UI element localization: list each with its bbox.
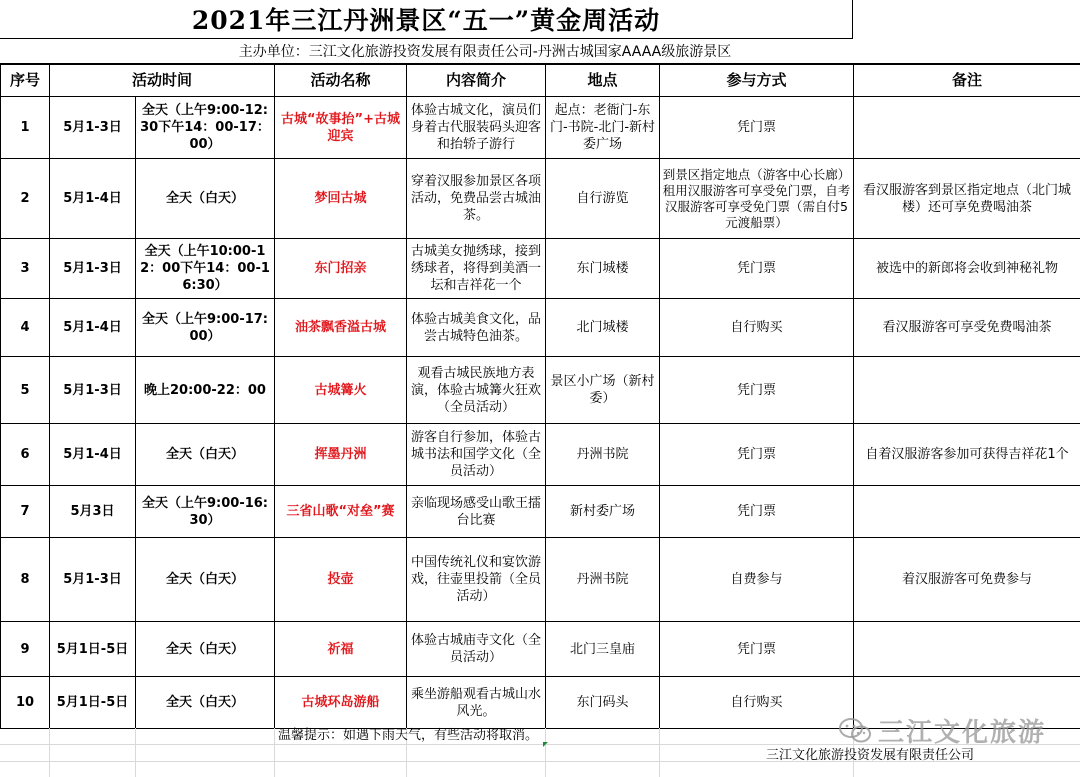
table-row [1, 97, 1080, 159]
activity-location: 景区小广场（新村委） [546, 357, 660, 424]
activity-date: 5月1-4日 [50, 159, 136, 239]
table-row [1, 677, 1080, 729]
row-number: 6 [1, 424, 50, 486]
activity-name: 三省山歌“对垒”赛 [275, 486, 407, 538]
header-note: 备注 [854, 65, 1080, 97]
activity-time: 全天（白天） [136, 622, 275, 677]
activity-intro: 体验古城文化，演员们身着古代服装码头迎客和抬轿子游行 [407, 97, 546, 159]
remark: 自着汉服游客参加可获得吉祥花1个 [854, 424, 1080, 486]
participation-method: 凭门票 [660, 97, 854, 159]
participation-method: 自费参与 [660, 538, 854, 622]
header-no: 序号 [1, 65, 50, 97]
footer [0, 728, 1080, 777]
participation-method: 到景区指定地点（游客中心长廊）租用汉服游客可享受免门票，自考汉服游客可享受免门票（需自付5元渡船票） [660, 159, 854, 239]
activity-intro: 游客自行参加，体验古城书法和国学文化（全员活动） [407, 424, 546, 486]
header-location: 地点 [546, 65, 660, 97]
watermark-text: 三江文化旅游 [878, 718, 1047, 748]
activity-time: 全天（白天） [136, 538, 275, 622]
activity-time: 晚上20:00-22：00 [136, 357, 275, 424]
remark [854, 486, 1080, 538]
participation-method: 凭门票 [660, 424, 854, 486]
activity-location: 北门城楼 [546, 299, 660, 357]
row-number: 3 [1, 239, 50, 299]
table-row [1, 538, 1080, 622]
header-name: 活动名称 [275, 65, 407, 97]
activity-name: 梦回古城 [275, 159, 407, 239]
activity-time: 全天（上午9:00-16:30） [136, 486, 275, 538]
activity-location: 北门三皇庙 [546, 622, 660, 677]
activity-name: 古城篝火 [275, 357, 407, 424]
activity-date: 5月1-3日 [50, 97, 136, 159]
participation-method: 凭门票 [660, 239, 854, 299]
activity-location: 东门码头 [546, 677, 660, 729]
participation-method: 自行购买 [660, 299, 854, 357]
activity-location: 丹洲书院 [546, 538, 660, 622]
activity-date: 5月1日-5日 [50, 622, 136, 677]
activity-location: 丹洲书院 [546, 424, 660, 486]
row-number: 8 [1, 538, 50, 622]
cell-error-indicator [543, 742, 548, 747]
table-row [1, 299, 1080, 357]
activity-location: 东门城楼 [546, 239, 660, 299]
activity-intro: 观看古城民族地方表演，体验古城篝火狂欢（全员活动） [407, 357, 546, 424]
row-number: 10 [1, 677, 50, 729]
table-row [1, 424, 1080, 486]
table-row [1, 357, 1080, 424]
activity-date: 5月1-4日 [50, 299, 136, 357]
activity-date: 5月1日-5日 [50, 677, 136, 729]
footer-company: 三江文化旅游投资发展有限责任公司 [766, 748, 975, 763]
activity-name: 祈福 [275, 622, 407, 677]
remark: 看汉服游客到景区指定地点（北门城楼）还可享免费喝油茶 [854, 159, 1080, 239]
table-row [1, 239, 1080, 299]
activity-location: 新村委广场 [546, 486, 660, 538]
activity-date: 5月1-3日 [50, 538, 136, 622]
footer-tip: 温馨提示：如遇下雨天气，有些活动将取消。 [278, 728, 539, 743]
activity-time: 全天（上午9:00-12:30下午14：00-17：00） [136, 97, 275, 159]
activity-name: 投壶 [275, 538, 407, 622]
activity-date: 5月1-3日 [50, 357, 136, 424]
activity-name: 东门招亲 [275, 239, 407, 299]
row-number: 2 [1, 159, 50, 239]
participation-method: 自行购买 [660, 677, 854, 729]
activity-date: 5月1-4日 [50, 424, 136, 486]
header-row [1, 65, 1080, 97]
header-participation: 参与方式 [660, 65, 854, 97]
row-number: 9 [1, 622, 50, 677]
activity-location: 自行游览 [546, 159, 660, 239]
remark [854, 97, 1080, 159]
activity-name: 古城“故事抬”+古城迎宾 [275, 97, 407, 159]
activity-name: 油茶飘香溢古城 [275, 299, 407, 357]
remark: 着汉服游客可免费参与 [854, 538, 1080, 622]
activity-time: 全天（上午9:00-17:00） [136, 299, 275, 357]
activity-name: 古城环岛游船 [275, 677, 407, 729]
header-intro: 内容简介 [407, 65, 546, 97]
activity-intro: 体验古城美食文化，品尝古城特色油茶。 [407, 299, 546, 357]
row-number: 1 [1, 97, 50, 159]
activity-time: 全天（白天） [136, 424, 275, 486]
activity-time: 全天（上午10:00-12：00下午14：00-16:30） [136, 239, 275, 299]
page-title: 2021年三江丹洲景区“五一”黄金周活动 [0, 0, 853, 39]
row-number: 5 [1, 357, 50, 424]
activity-intro: 体验古城庙寺文化（全员活动） [407, 622, 546, 677]
activity-intro: 穿着汉服参加景区各项活动，免费品尝古城油茶。 [407, 159, 546, 239]
organizer-line: 主办单位：三江文化旅游投资发展有限责任公司-丹洲古城国家AAAA级旅游景区 [0, 39, 1080, 64]
activity-intro: 亲临现场感受山歌王擂台比赛 [407, 486, 546, 538]
header-time: 活动时间 [50, 65, 275, 97]
activity-intro: 中国传统礼仪和宴饮游戏，往壶里投箭（全员活动） [407, 538, 546, 622]
activity-location: 起点：老衙门-东门-书院-北门-新村委广场 [546, 97, 660, 159]
row-number: 7 [1, 486, 50, 538]
activity-time: 全天（白天） [136, 677, 275, 729]
table-row [1, 622, 1080, 677]
activity-date: 5月3日 [50, 486, 136, 538]
activity-date: 5月1-3日 [50, 239, 136, 299]
activity-time: 全天（白天） [136, 159, 275, 239]
table-row [1, 486, 1080, 538]
participation-method: 凭门票 [660, 357, 854, 424]
row-number: 4 [1, 299, 50, 357]
activity-table [0, 64, 1080, 729]
participation-method: 凭门票 [660, 486, 854, 538]
remark [854, 357, 1080, 424]
activity-intro: 乘坐游船观看古城山水风光。 [407, 677, 546, 729]
remark: 看汉服游客可享受免费喝油茶 [854, 299, 1080, 357]
activity-name: 挥墨丹洲 [275, 424, 407, 486]
activity-intro: 古城美女抛绣球，接到绣球者，将得到美酒一坛和吉祥花一个 [407, 239, 546, 299]
participation-method: 凭门票 [660, 622, 854, 677]
remark: 被选中的新郎将会收到神秘礼物 [854, 239, 1080, 299]
table-row [1, 159, 1080, 239]
remark [854, 677, 1080, 729]
remark [854, 622, 1080, 677]
